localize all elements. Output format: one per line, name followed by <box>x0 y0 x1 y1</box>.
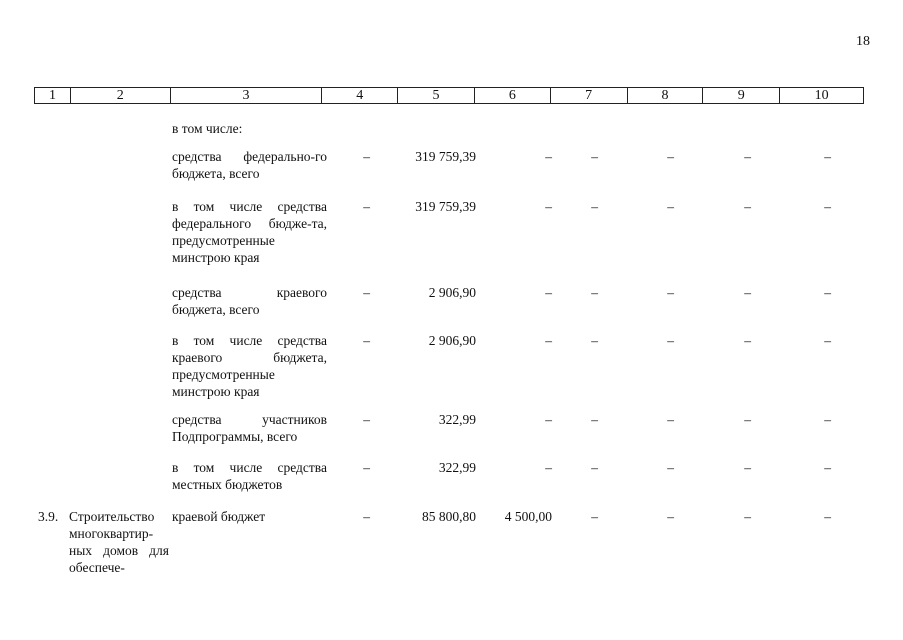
cell-col7: – <box>591 412 598 427</box>
cell-col8: – <box>667 333 674 348</box>
row-number: 3.9. <box>38 509 59 524</box>
cell-col10: – <box>824 412 831 427</box>
cell-col10: – <box>824 509 831 524</box>
header-cell: 4 <box>322 88 398 103</box>
cell-col9: – <box>744 199 751 214</box>
cell-col5: 322,99 <box>438 460 476 475</box>
cell-col8: – <box>667 149 674 164</box>
cell-col8: – <box>667 460 674 475</box>
cell-col10: – <box>824 460 831 475</box>
header-cell: 7 <box>551 88 628 103</box>
cell-col5: 85 800,80 <box>422 509 476 524</box>
cell-col7: – <box>591 285 598 300</box>
row-description: средства участников Подпрограммы, всего <box>172 412 327 444</box>
row-description: средства федерально-го бюджета, всего <box>172 149 327 181</box>
cell-col4: – <box>363 412 370 427</box>
cell-col4: – <box>363 460 370 475</box>
header-cell: 2 <box>71 88 171 103</box>
header-cell: 1 <box>35 88 71 103</box>
cell-col10: – <box>824 199 831 214</box>
cell-col6: – <box>545 333 552 348</box>
header-cell: 10 <box>814 88 829 103</box>
cell-col7: – <box>591 509 598 524</box>
cell-col9: – <box>744 460 751 475</box>
cell-col10: – <box>824 333 831 348</box>
table-header-row <box>34 87 864 104</box>
cell-col5: 2 906,90 <box>428 285 476 300</box>
cell-col6: 4 500,00 <box>504 509 552 524</box>
cell-col4: – <box>363 199 370 214</box>
cell-col6: – <box>545 412 552 427</box>
cell-col5: 319 759,39 <box>415 149 476 164</box>
cell-col10: – <box>824 149 831 164</box>
cell-col9: – <box>744 509 751 524</box>
header-cell: 3 <box>171 88 323 103</box>
cell-col4: – <box>363 333 370 348</box>
cell-col7: – <box>591 149 598 164</box>
cell-col5: 2 906,90 <box>428 333 476 348</box>
cell-col9: – <box>744 412 751 427</box>
cell-col9: – <box>744 285 751 300</box>
header-cell: 9 <box>703 88 780 103</box>
header-cell: 8 <box>628 88 704 103</box>
row-description: в том числе: <box>172 121 243 136</box>
cell-col8: – <box>667 412 674 427</box>
cell-col5: 322,99 <box>438 412 476 427</box>
cell-col6: – <box>545 285 552 300</box>
cell-col6: – <box>545 149 552 164</box>
header-cell: 6 <box>475 88 551 103</box>
row-description: в том числе средства краевого бюджета, предусмотренные минстрою края <box>172 333 327 399</box>
cell-col9: – <box>744 333 751 348</box>
cell-col7: – <box>591 460 598 475</box>
header-cell: 5 <box>398 88 475 103</box>
row-description: в том числе средства федерального бюдже-та, предусмотренные минстрою края <box>172 199 327 265</box>
page-number: 18 <box>856 34 870 49</box>
cell-col6: – <box>545 199 552 214</box>
cell-col4: – <box>363 285 370 300</box>
cell-col8: – <box>667 285 674 300</box>
cell-col7: – <box>591 333 598 348</box>
cell-col8: – <box>667 509 674 524</box>
row-description: средства краевого бюджета, всего <box>172 285 327 317</box>
row-description: в том числе средства местных бюджетов <box>172 460 327 492</box>
cell-col6: – <box>545 460 552 475</box>
row-name: Строительство многоквартир-ных домов для обеспече- <box>69 509 169 575</box>
cell-col10: – <box>824 285 831 300</box>
cell-col9: – <box>744 149 751 164</box>
row-description: краевой бюджет <box>172 509 266 524</box>
cell-col5: 319 759,39 <box>415 199 476 214</box>
cell-col7: – <box>591 199 598 214</box>
cell-col4: – <box>363 149 370 164</box>
cell-col4: – <box>363 509 370 524</box>
cell-col8: – <box>667 199 674 214</box>
